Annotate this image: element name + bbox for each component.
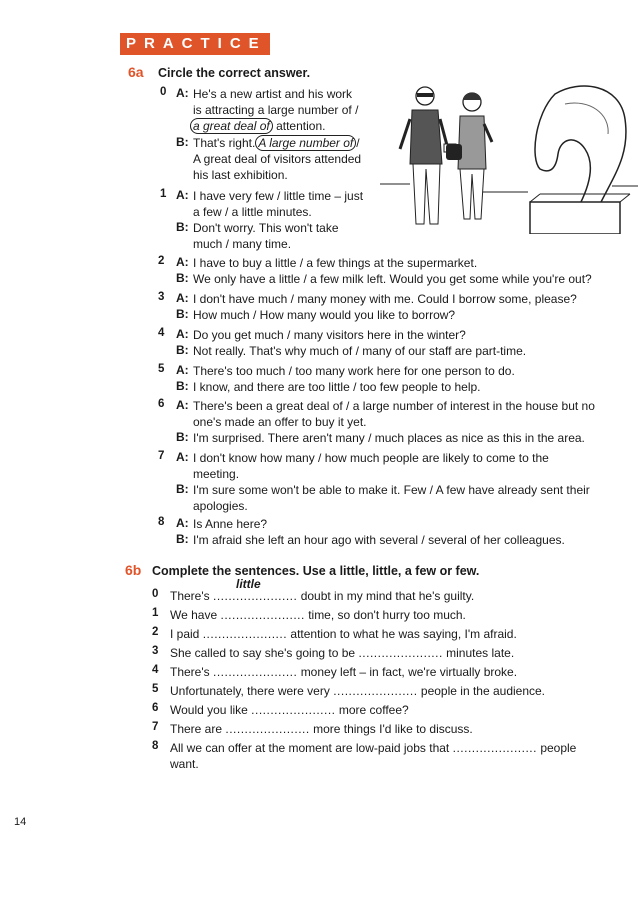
sentence-line: We have ...................... time, so don't hurry too much. [170, 608, 466, 622]
dialogue-line: I'm sure some won't be able to make it. Few / A few have already sent their [193, 483, 590, 497]
answer-blank[interactable]: ...................... [358, 646, 443, 660]
item-number: 7 [158, 450, 165, 462]
speaker-label: B: [176, 220, 189, 234]
dialogue-line: Not really. That's why much of / many of our staff are part-time. [193, 344, 527, 358]
circled-answer[interactable]: A large number of [255, 135, 356, 151]
dialogue-line: is attracting a large number of / [193, 103, 359, 117]
dialogue-line: We only have a little / a few milk left. Would you get some while you're out? [193, 272, 592, 286]
item-number: 0 [152, 588, 159, 600]
gallery-illustration [380, 74, 638, 234]
sentence-line: All we can offer at the moment are low-paid jobs that ...................... people [170, 741, 577, 755]
dialogue-line: I have to buy a little / a few things at the supermarket. [193, 256, 478, 270]
dialogue-line: a few / a little minutes. [193, 205, 312, 219]
answer-blank[interactable]: ...................... [220, 608, 305, 622]
dialogue-line: apologies. [193, 499, 248, 513]
speaker-label: A: [176, 188, 189, 202]
speaker-label: A: [176, 327, 189, 341]
speaker-label: B: [176, 532, 189, 546]
dialogue-line: That's right. A large number of / [193, 136, 360, 150]
speaker-label: A: [176, 255, 189, 269]
speaker-label: B: [176, 379, 189, 393]
sentence-line: Would you like ...................... more coffee? [170, 703, 409, 717]
item-number: 3 [158, 291, 165, 303]
item-number: 4 [158, 327, 165, 339]
speaker-label: B: [176, 482, 189, 496]
exercise-6a-number: 6a [128, 64, 144, 80]
speaker-label: B: [176, 343, 189, 357]
answer-blank[interactable]: ...................... [202, 627, 288, 641]
dialogue-line: Don't worry. This won't take [193, 221, 339, 235]
dialogue-line: one's made an offer to buy it yet. [193, 415, 367, 429]
speaker-label: A: [176, 398, 189, 412]
answer-blank[interactable]: ...................... [225, 722, 310, 736]
item-number: 0 [160, 86, 167, 98]
page-number: 14 [14, 816, 27, 828]
item-number: 1 [152, 607, 159, 619]
item-number: 5 [152, 683, 159, 695]
example-answer: little [236, 577, 261, 591]
speaker-label: A: [176, 363, 189, 377]
dialogue-line: I have very few / little time – just [193, 189, 364, 203]
dialogue-line: Is Anne here? [193, 517, 268, 531]
dialogue-line: meeting. [193, 467, 240, 481]
dialogue-line: a great deal of attention. [190, 118, 325, 134]
item-number: 4 [152, 664, 159, 676]
practice-banner: PRACTICE [120, 33, 270, 55]
speaker-label: A: [176, 291, 189, 305]
answer-blank[interactable]: ...................... [212, 589, 298, 603]
dialogue-line: I don't know how many / how much people are likely to come to the [193, 451, 549, 465]
sentence-line: want. [170, 757, 199, 771]
item-number: 2 [158, 255, 165, 267]
dialogue-line: Do you get much / many visitors here in the winter? [193, 328, 466, 342]
item-number: 2 [152, 626, 159, 638]
dialogue-line: How much / How many would you like to borrow? [193, 308, 456, 322]
sentence-line: Unfortunately, there were very ...................... people in the audience. [170, 684, 546, 698]
dialogue-line: I don't have much / many money with me. Could I borrow some, please? [193, 292, 577, 306]
item-number: 7 [152, 721, 159, 733]
dialogue-line: I'm surprised. There aren't many / much places as nice as this in the area. [193, 431, 585, 445]
sentence-line: There's ...................... doubt in my mind that he's guilty. [170, 589, 475, 603]
exercise-6b-number: 6b [125, 562, 142, 578]
circled-answer[interactable]: a great deal of [190, 118, 273, 134]
item-number: 6 [158, 398, 165, 410]
dialogue-line: much / many time. [193, 237, 292, 251]
speaker-label: B: [176, 135, 189, 149]
dialogue-line: A great deal of visitors attended [193, 152, 362, 166]
dialogue-line: There's too much / too many work here for one person to do. [193, 364, 515, 378]
item-number: 8 [152, 740, 159, 752]
exercise-6b-title: Complete the sentences. Use a little, little, a few or few. [152, 564, 480, 578]
answer-blank[interactable]: ...................... [333, 684, 418, 698]
dialogue-line: I'm afraid she left an hour ago with several / several of her colleagues. [193, 533, 565, 547]
item-number: 5 [158, 363, 165, 375]
sentence-line: She called to say she's going to be ...................... minutes late. [170, 646, 515, 660]
speaker-label: B: [176, 271, 189, 285]
speaker-label: A: [176, 450, 189, 464]
answer-blank[interactable]: ...................... [452, 741, 537, 755]
sentence-line: There are ...................... more things I'd like to discuss. [170, 722, 473, 736]
sentence-line: I paid ...................... attention to what he was saying, I'm afraid. [170, 627, 517, 641]
speaker-label: A: [176, 86, 189, 100]
dialogue-line: his last exhibition. [193, 168, 288, 182]
dialogue-line: I know, and there are too little / too few people to help. [193, 380, 481, 394]
answer-blank[interactable]: ...................... [212, 665, 298, 679]
exercise-6a-title: Circle the correct answer. [158, 66, 311, 80]
dialogue-line: There's been a great deal of / a large number of interest in the house but no [193, 399, 595, 413]
item-number: 6 [152, 702, 159, 714]
speaker-label: A: [176, 516, 189, 530]
sentence-line: There's ...................... money left – in fact, we're virtually broke. [170, 665, 518, 679]
item-number: 8 [158, 516, 165, 528]
speaker-label: B: [176, 307, 189, 321]
item-number: 1 [160, 188, 167, 200]
answer-blank[interactable]: ...................... [251, 703, 336, 717]
speaker-label: B: [176, 430, 189, 444]
dialogue-line: He's a new artist and his work [193, 87, 353, 101]
item-number: 3 [152, 645, 159, 657]
